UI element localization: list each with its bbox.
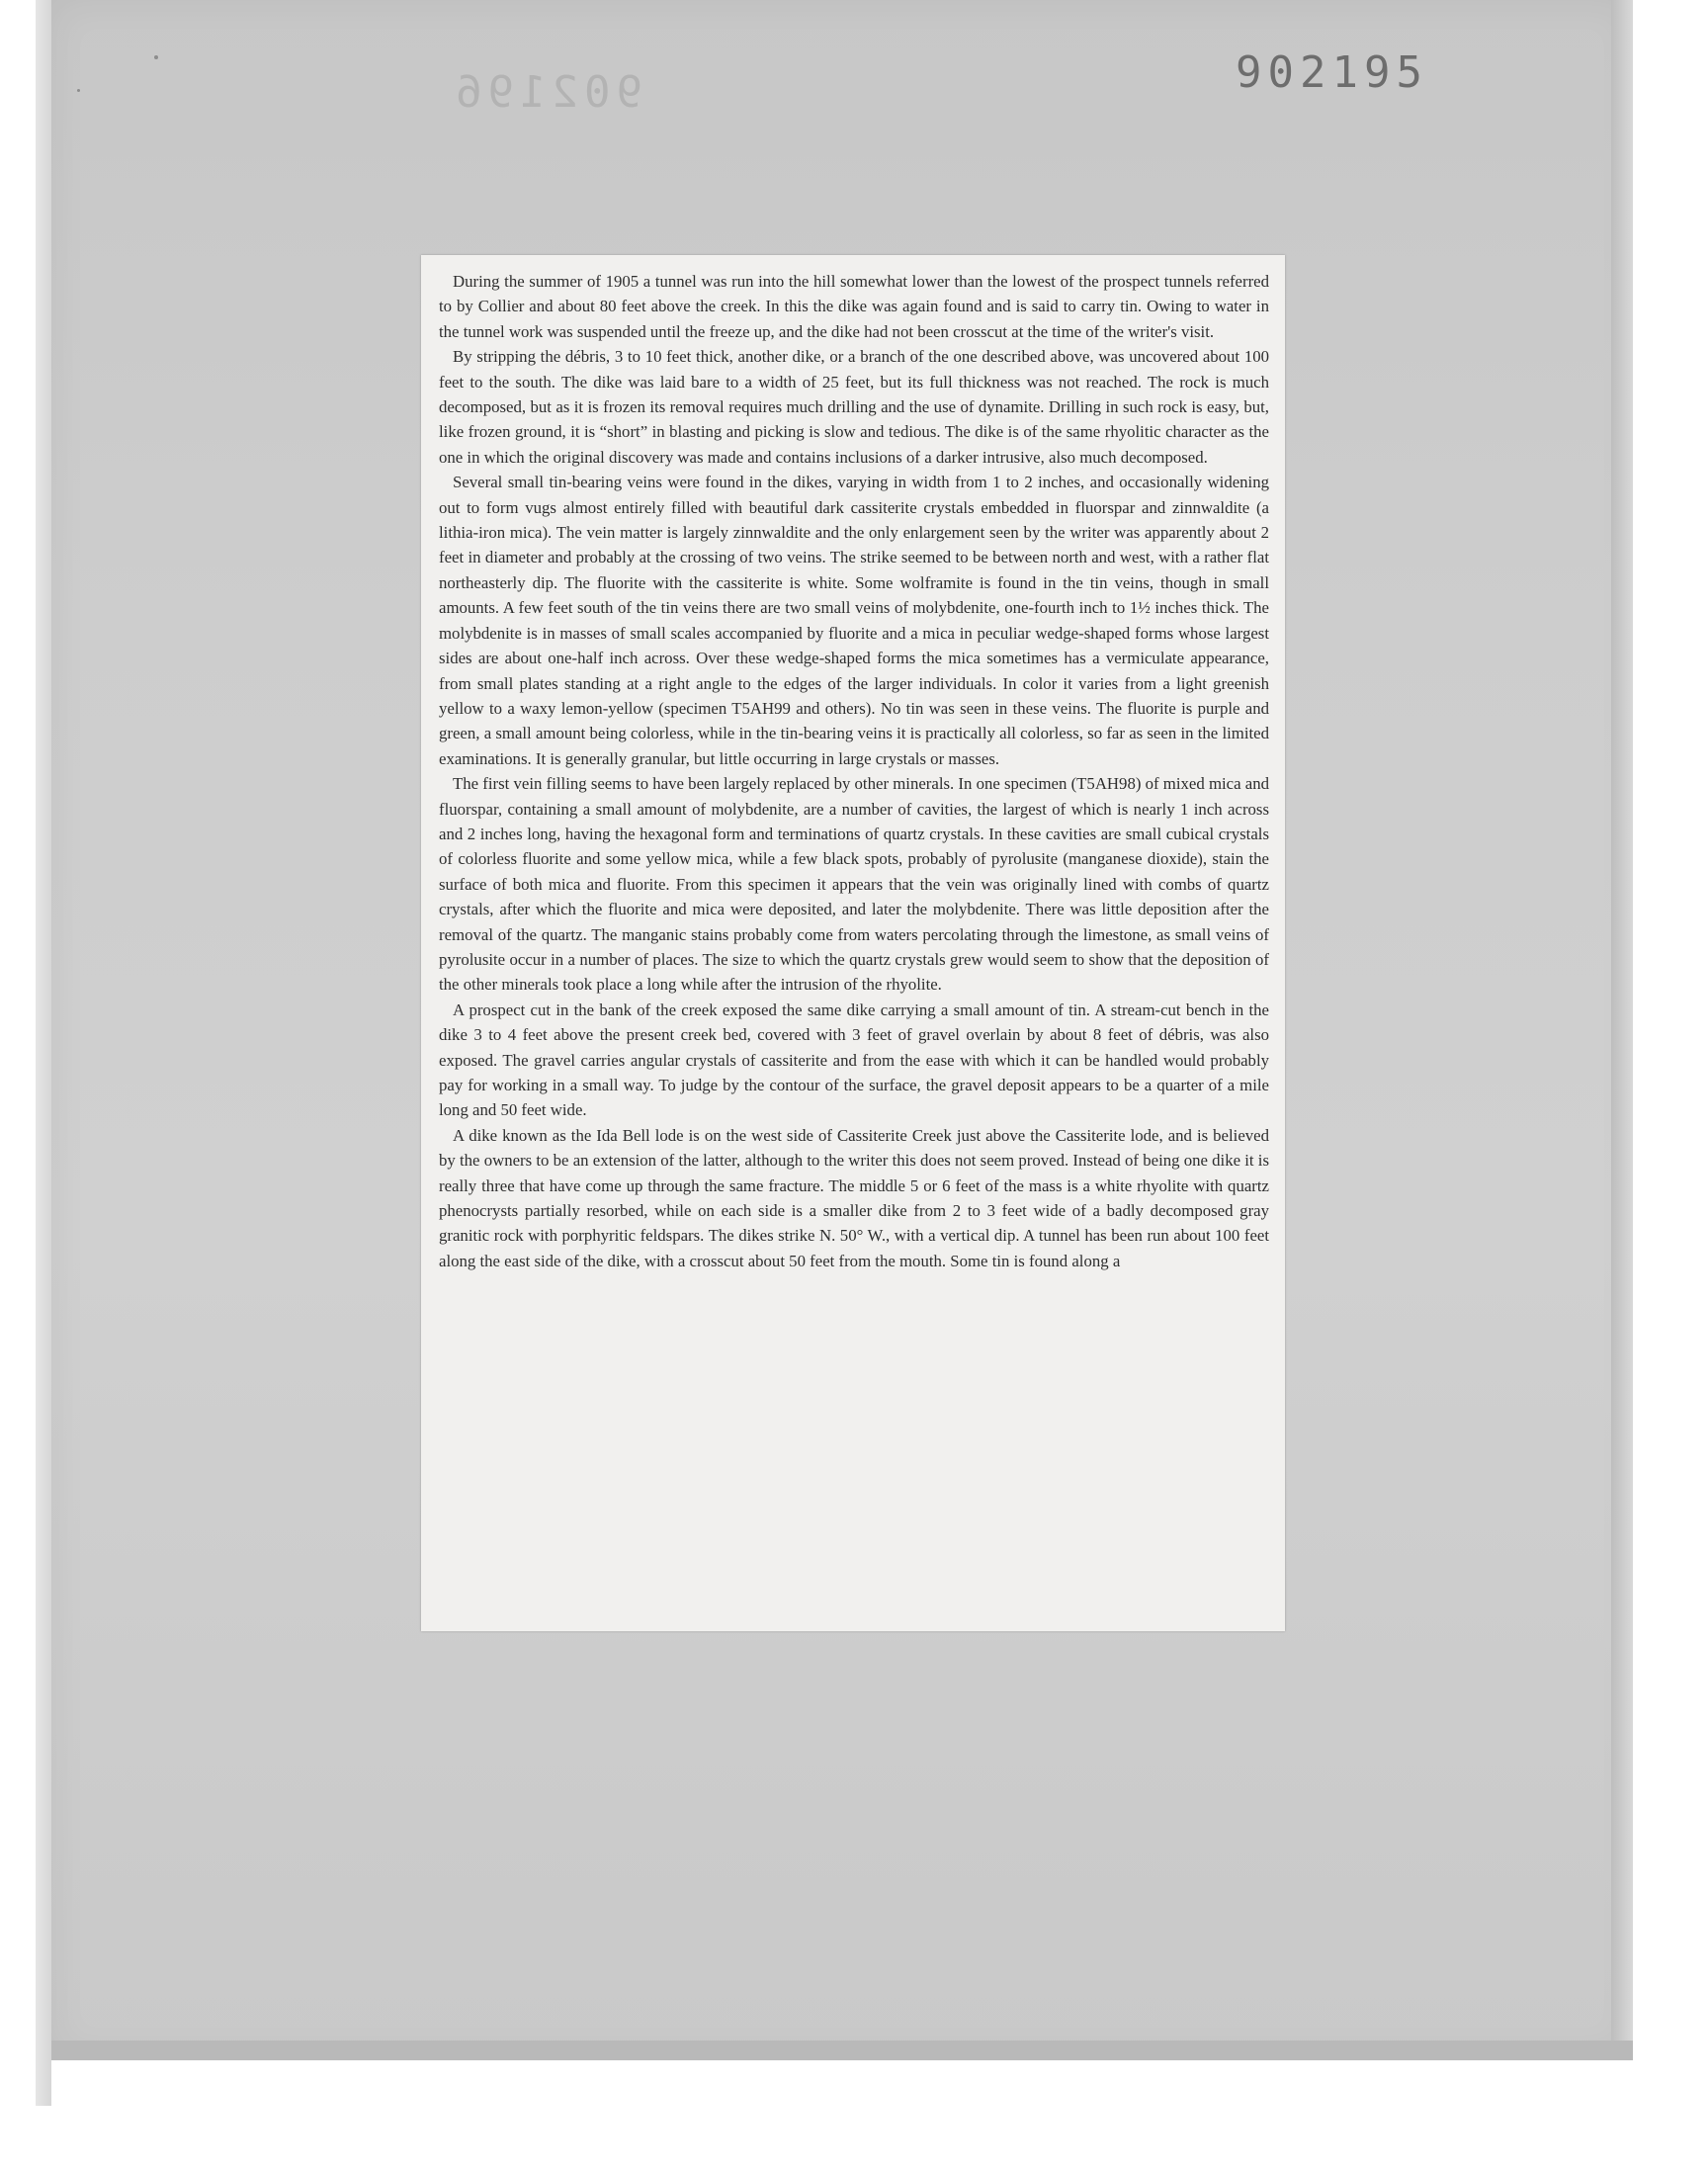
page-stamp-number: 902195 xyxy=(1236,47,1428,98)
bleed-through-number: 902196 xyxy=(450,67,642,118)
paragraph: Several small tin-bearing veins were found in the dikes, varying in width from 1 to 2 inches, and occasionally widening out to form vugs almost entirely filled with beautiful dark cassiterite crystals embedded in fluorspar and zinnwaldite (a lithia-iron mica). The vein matter is largely zinnwaldite and the only enlargement seen by the writer was apparently about 2 feet in diameter and probably at the crossing of two veins. The strike seemed to be between north and west, with a rather flat northeasterly dip. The fluorite with the cassiterite is white. Some wolframite is found in the tin veins, though in small amounts. A few feet south of the tin veins there are two small veins of molybdenite, one-fourth inch to 1½ inches thick. The molybdenite is in masses of small scales accompanied by fluorite and a mica in peculiar wedge-shaped forms whose largest sides are about one-half inch across. Over these wedge-shaped forms the mica sometimes has a vermiculate appearance, from small plates standing at a right angle to the edges of the larger individuals. In color it varies from a light greenish yellow to a waxy lemon-yellow (specimen T5AH99 and others). No tin was seen in these veins. The fluorite is purple and green, a small amount being colorless, while in the tin-bearing veins it is practically all colorless, so far as seen in the limited examinations. It is generally granular, but little occurring in large crystals or masses. xyxy=(439,473,1269,768)
paragraph: The first vein filling seems to have been largely replaced by other minerals. In one specimen (T5AH98) of mixed mica and fluorspar, containing a small amount of molybdenite, are a number of cavities, the largest of which is nearly 1 inch across and 2 inches long, having the hexagonal form and terminations of quartz crystals. In these cavities are small cubical crystals of colorless fluorite and some yellow mica, while a few black spots, probably of pyrolusite (manganese dioxide), stain the surface of both mica and fluorite. From this specimen it appears that the vein was originally lined with combs of quartz crystals, after which the fluorite and mica were deposited, and later the molybdenite. There was little deposition after the removal of the quartz. The manganic stains probably come from waters percolating through the limestone, as small veins of pyrolusite occur in a number of places. The size to which the quartz crystals grew would seem to show that the deposition of the other minerals took place a long while after the intrusion of the rhyolite. xyxy=(439,774,1269,995)
left-fold-strip xyxy=(36,0,51,2106)
body-text xyxy=(439,269,1269,1273)
sheet-bottom-band xyxy=(51,2041,1633,2060)
paragraph: During the summer of 1905 a tunnel was run into the hill somewhat lower than the lowest of the prospect tunnels referred to by Collier and about 80 feet above the creek. In this the dike was again found and is said to carry tin. Owing to water in the tunnel work was suspended until the freeze up, and the dike had not been crosscut at the time of the writer's visit. xyxy=(439,272,1269,341)
text-clipping xyxy=(421,255,1285,1631)
dust-speck xyxy=(154,55,158,59)
dust-speck xyxy=(77,89,80,92)
sheet-edge xyxy=(1611,0,1633,2056)
paragraph: By stripping the débris, 3 to 10 feet thick, another dike, or a branch of the one described above, was uncovered about 100 feet to the south. The dike was laid bare to a width of 25 feet, but its full thickness was not reached. The rock is much decomposed, but as it is frozen its removal requires much drilling and the use of dynamite. Drilling in such rock is easy, but, like frozen ground, it is “short” in blasting and picking is slow and tedious. The dike is of the same rhyolitic character as the one in which the original discovery was made and contains inclusions of a darker intrusive, also much decomposed. xyxy=(439,347,1269,467)
paragraph: A prospect cut in the bank of the creek exposed the same dike carrying a small amount of tin. A stream-cut bench in the dike 3 to 4 feet above the present creek bed, covered with 3 feet of gravel overlain by about 8 feet of débris, was also exposed. The gravel carries angular crystals of cassiterite and from the ease with which it can be handled would probably pay for working in a small way. To judge by the contour of the surface, the gravel deposit appears to be a quarter of a mile long and 50 feet wide. xyxy=(439,1000,1269,1120)
paragraph: A dike known as the Ida Bell lode is on the west side of Cassiterite Creek just above the Cassiterite lode, and is believed by the owners to be an extension of the latter, although to the writer this does not seem proved. Instead of being one dike it is really three that have come up through the same fracture. The middle 5 or 6 feet of the mass is a white rhyolite with quartz phenocrysts partially resorbed, while on each side is a smaller dike from 2 to 3 feet wide of a badly decomposed gray granitic rock with porphyritic feldspars. The dikes strike N. 50° W., with a vertical dip. A tunnel has been run about 100 feet along the east side of the dike, with a crosscut about 50 feet from the mouth. Some tin is found along a xyxy=(439,1125,1269,1270)
